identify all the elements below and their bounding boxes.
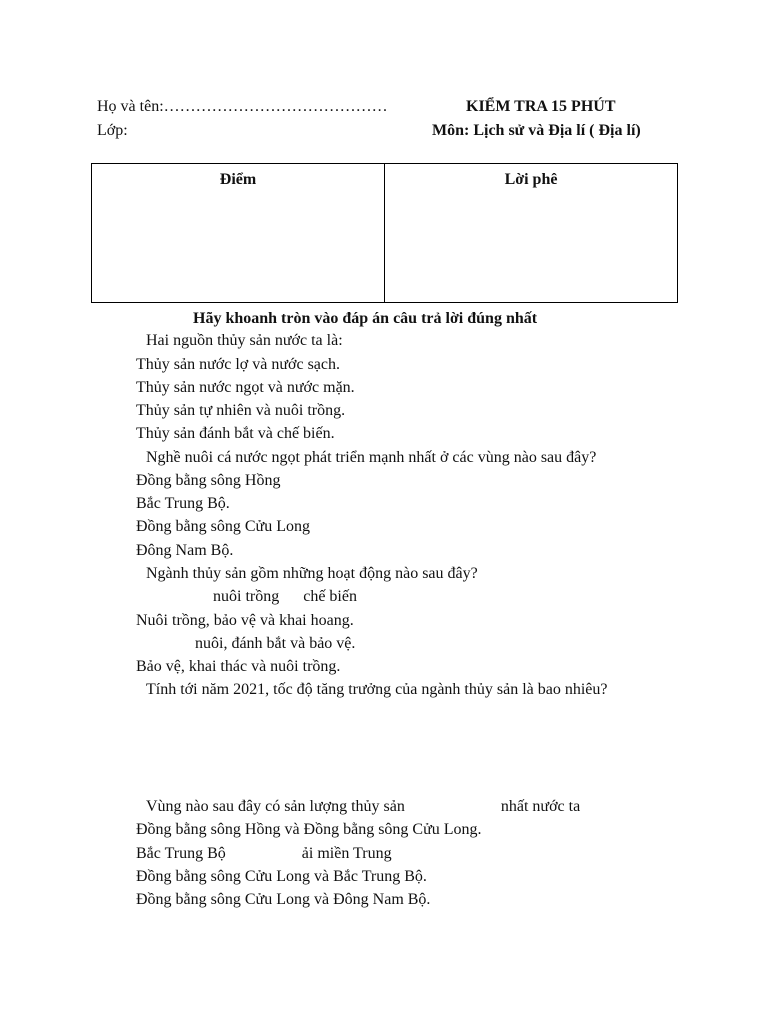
comment-cell [384,164,677,302]
question-1-option[interactable]: Thủy sản đánh bắt và chế biến. [136,425,335,442]
question-3-option[interactable]: nuôi, đánh bắt và bảo vệ. [195,635,356,652]
subject-line: Môn: Lịch sử và Địa lí ( Địa lí) [432,122,641,139]
question-3-option[interactable]: Bảo vệ, khai thác và nuôi trồng. [136,658,341,675]
test-title: KIỂM TRA 15 PHÚT [466,98,616,115]
question-5-option[interactable]: Đồng bằng sông Hồng và Đồng bằng sông Cửu Long. [136,821,482,838]
question-1-option[interactable]: Thủy sản nước ngọt và nước mặn. [136,379,355,396]
question-2-option[interactable]: Đồng bằng sông Hồng [136,472,281,489]
score-cell [92,164,384,302]
question-2: Nghề nuôi cá nước ngọt phát triển mạnh nhất ở các vùng nào sau đây? [146,449,597,466]
grade-table [91,163,678,303]
question-2-option[interactable]: Đồng bằng sông Cửu Long [136,518,310,535]
question-3: Ngành thủy sản gồm những hoạt động nào sau đây? [146,565,478,582]
question-1-option[interactable]: Thủy sản tự nhiên và nuôi trồng. [136,402,346,419]
question-5-option[interactable]: Đồng bằng sông Cửu Long và Bắc Trung Bộ. [136,868,427,885]
name-field-label: Họ và tên:…………………………………… [97,98,388,115]
class-field-label: Lớp: [97,122,128,139]
question-2-option[interactable]: Bắc Trung Bộ. [136,495,230,512]
instruction: Hãy khoanh tròn vào đáp án câu trả lời đúng nhất [193,310,538,327]
question-2-option[interactable]: Đông Nam Bộ. [136,542,234,559]
question-1: Hai nguồn thủy sản nước ta là: [146,332,343,349]
question-5-option[interactable]: Bắc Trung Bộ ải miền Trung [136,845,392,862]
question-3-option[interactable]: Nuôi trồng, bảo vệ và khai hoang. [136,612,354,629]
question-4: Tính tới năm 2021, tốc độ tăng trưởng của ngành thủy sản là bao nhiêu? [146,681,608,698]
score-header: Điểm [219,171,257,188]
question-3-option[interactable]: nuôi trồng chế biến [213,588,357,605]
question-1-option[interactable]: Thủy sản nước lợ và nước sạch. [136,356,341,373]
question-5: Vùng nào sau đây có sản lượng thủy sản nhất nước ta [146,798,581,815]
question-5-option[interactable]: Đồng bằng sông Cửu Long và Đông Nam Bộ. [136,891,431,908]
comment-header: Lời phê [504,171,558,188]
